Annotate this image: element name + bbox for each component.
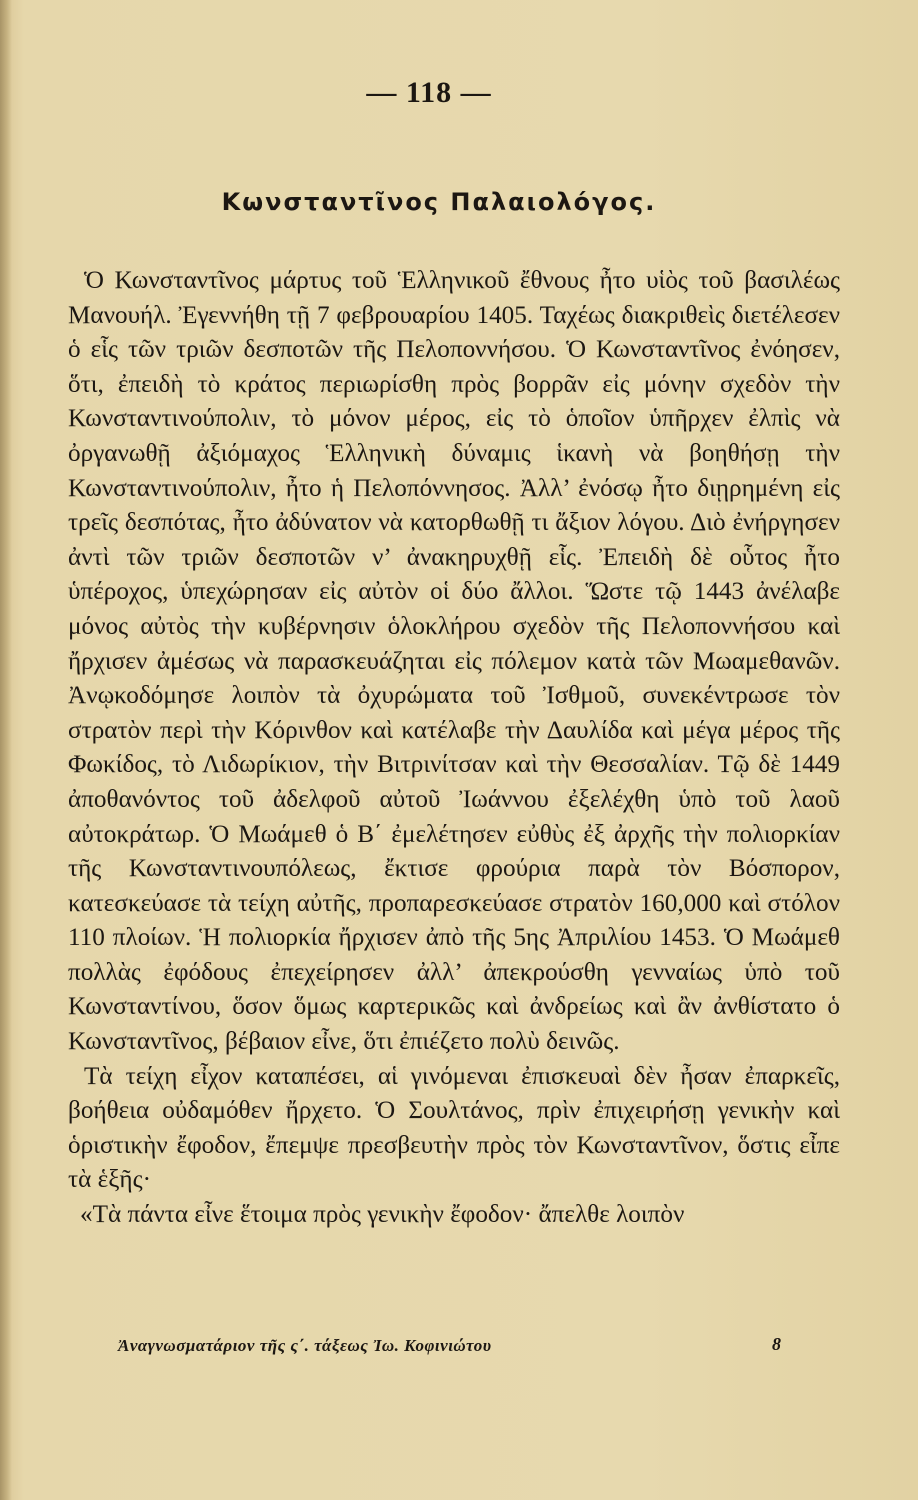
page-binding-edge bbox=[0, 0, 12, 1500]
paragraph-1: Ὁ Κωνσταντῖνος μάρτυς τοῦ Ἑλληνικοῦ ἔθνους ἦτο υἱὸς τοῦ βασιλέως Μανουήλ. Ἐγεννήθη τῇ 7 φεβρουαρίου 1405. Ταχέως διακριθεὶς διετέλεσεν ὁ εἷς τῶν τριῶν δεσποτῶν τῆς Πελοποννήσου. Ὁ Κωνσταντῖνος ἐνόησεν, ὅτι, ἐπειδὴ τὸ κράτος περιωρίσθη πρὸς βορρᾶν εἰς μόνην σχεδὸν τὴν Κωνσταντινούπολιν, τὸ μόνον μέρος, εἰς τὸ ὁποῖον ὑπῆρχεν ἐλπὶς νὰ ὀργανωθῇ ἀξιόμαχος Ἑλληνικὴ δύναμις ἱκανὴ νὰ βοηθήσῃ τὴν Κωνσταντινούπολιν, ἦτο ἡ Πελοπόννησος. Ἀλλ’ ἐνόσῳ ἦτο διῃρημένη εἰς τρεῖς δεσπότας, ἦτο ἀδύνατον νὰ κατορθωθῇ τι ἄξιον λόγου. Διὸ ἐνήργησεν ἀντὶ τῶν τριῶν δεσποτῶν ν’ ἀνακηρυχθῇ εἷς. Ἐπειδὴ δὲ οὗτος ἦτο ὑπέροχος, ὑπεχώρησαν εἰς αὐτὸν οἱ δύο ἄλλοι. Ὥστε τῷ 1443 ἀνέλαβε μόνος αὐτὸς τὴν κυβέρνησιν ὁλοκλήρου σχεδὸν τῆς Πελοποννήσου καὶ ἤρχισεν ἀμέσως νὰ παρασκευάζηται εἰς πόλεμον κατὰ τῶν Μωαμεθανῶν. Ἀνῳκοδόμησε λοιπὸν τὰ ὀχυρώματα τοῦ Ἰσθμοῦ, συνεκέντρωσε τὸν στρατὸν περὶ τὴν Κόρινθον καὶ κατέλαβε τὴν Δαυλίδα καὶ μέγα μέρος τῆς Φωκίδος, τὸ Λιδωρίκιον, τὴν Βιτρινίτσαν καὶ τὴν Θεσσαλίαν. Τῷ δὲ 1449 ἀποθανόντος τοῦ ἀδελφοῦ αὐτοῦ Ἰωάννου ἐξελέχθη ὑπὸ τοῦ λαοῦ αὐτοκράτωρ. Ὁ Μωάμεθ ὁ Β΄ ἐμελέτησεν εὐθὺς ἐξ ἀρχῆς τὴν πολιορκίαν τῆς Κωνσταντινουπόλεως, ἔκτισε φρούρια παρὰ τὸν Βόσπορον, κατεσκεύασε τὰ τείχη αὐτῆς, προπαρεσκεύασε στρατὸν 160,000 καὶ στόλον 110 πλοίων. Ἡ πολιορκία ἤρχισεν ἀπὸ τῆς 5ης Ἀπριλίου 1453. Ὁ Μωάμεθ πολλὰς ἐφόδους ἐπεχείρησεν ἀλλ’ ἀπεκρούσθη γενναίως ὑπὸ τοῦ Κωνσταντίνου, ὅσον ὅμως καρτερικῶς καὶ ἀνδρείως καὶ ἂν ἀνθίστατο ὁ Κωνσταντῖνος, βέβαιον εἶνε, ὅτι ἐπιέζετο πολὺ δεινῶς. bbox=[68, 267, 840, 1056]
chapter-title: Κωνσταντῖνος Παλαιολόγος. bbox=[221, 188, 657, 216]
paragraph-2: Τὰ τείχη εἶχον καταπέσει, αἱ γινόμεναι ἐπισκευαὶ δὲν ἦσαν ἐπαρκεῖς, βοήθεια οὐδαμόθεν ἤρχετο. Ὁ Σουλτάνος, πρὶν ἐπιχειρήσῃ γενικὴν καὶ ὁριστικὴν ἔφοδον, ἔπεμψε πρεσβευτὴν πρὸς τὸν Κωνσταντῖνον, ὅστις εἶπε τὰ ἑξῆς· bbox=[68, 1062, 840, 1194]
page-number: — 118 — bbox=[366, 76, 492, 109]
printer-signature-mark: 8 bbox=[772, 1334, 781, 1354]
body-text bbox=[68, 264, 840, 1233]
footer-citation: Ἀναγνωσματάριον τῆς ς΄. τάξεως Ἰω. Κοφινιώτου bbox=[118, 1336, 492, 1355]
quote-start: «Τὰ πάντα εἶνε ἕτοιμα πρὸς γενικὴν ἔφοδον· ἄπελθε λοιπὸν bbox=[80, 1201, 685, 1229]
